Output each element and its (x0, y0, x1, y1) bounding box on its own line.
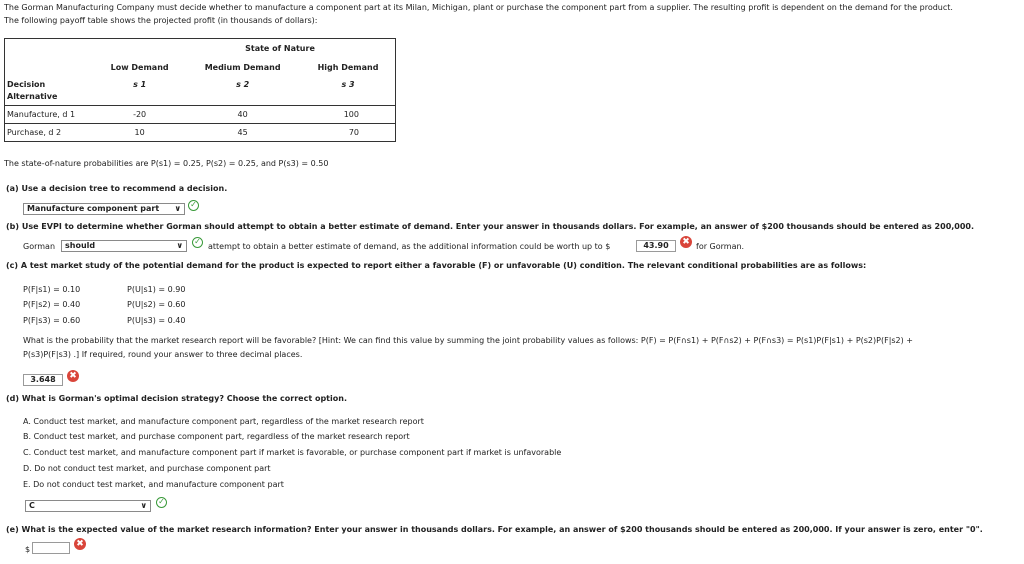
col-medium-demand: Medium Demand (204, 63, 281, 72)
part-c-question-line-2: P(s3)P(F|s3) .] If required, round your answer to three decimal places. (23, 350, 303, 359)
payoff-table (4, 38, 396, 142)
table-cell: 45 (237, 128, 248, 137)
row-purchase-label: Purchase, d 2 (7, 128, 62, 137)
prob-u-s3: P(U|s3) = 0.40 (127, 316, 186, 325)
part-a-selected: Manufacture component part (27, 204, 160, 213)
cross-icon: ✖ (680, 236, 692, 248)
gorman-label: Gorman (23, 242, 56, 251)
part-b-dropdown[interactable] (61, 240, 187, 252)
part-a-prompt: (a) Use a decision tree to recommend a decision. (6, 184, 228, 193)
part-a-dropdown[interactable] (23, 203, 185, 215)
check-icon: ✓ (192, 237, 203, 248)
decision-label: Decision (7, 80, 46, 89)
chevron-down-icon: ∨ (176, 241, 183, 250)
check-icon: ✓ (156, 497, 167, 508)
option-b: B. Conduct test market, and purchase component part, regardless of the market research report (23, 432, 410, 441)
part-b-mid-text: attempt to obtain a better estimate of demand, as the additional information could be worth up to $ (208, 242, 611, 251)
currency-symbol: $ (25, 545, 31, 554)
part-e-answer-input[interactable] (32, 542, 70, 554)
prob-f-s1: P(F|s1) = 0.10 (23, 285, 81, 294)
col-high-demand: High Demand (317, 63, 379, 72)
symbol-s2: s 2 (236, 80, 250, 89)
part-c-prompt: (c) A test market study of the potential demand for the product is expected to report either a favorable (F) or unfavorable (U) condition. The relevant conditional probabilities are as follows: (6, 261, 867, 270)
table-cell: -20 (133, 110, 147, 119)
chevron-down-icon: ∨ (140, 501, 147, 510)
part-e-prompt: (e) What is the expected value of the market research information? Enter your answer in thousands dollars. For example, an answer of $200 thousands should be entered as 200,000. If your answer is zero, enter "0". (6, 525, 983, 534)
cross-icon: ✖ (67, 370, 79, 382)
intro-line-1: The Gorman Manufacturing Company must decide whether to manufacture a component part at its Milan, Michigan, plant or purchase the component part from a supplier. The resulting profit is dependent on the demand for the product. (4, 3, 953, 12)
part-d-selected: C (29, 501, 35, 510)
table-cell: 70 (348, 128, 359, 137)
part-c-answer-input[interactable]: 3.648 (23, 374, 63, 386)
table-cell: 40 (237, 110, 248, 119)
part-b-selected: should (65, 241, 96, 250)
intro-line-2: The following payoff table shows the projected profit (in thousands of dollars): (4, 16, 318, 25)
option-d: D. Do not conduct test market, and purchase component part (23, 464, 271, 473)
part-d-prompt: (d) What is Gorman's optimal decision strategy? Choose the correct option. (6, 394, 347, 403)
prob-f-s2: P(F|s2) = 0.40 (23, 300, 81, 309)
part-b-prompt: (b) Use EVPI to determine whether Gorman should attempt to obtain a better estimate of demand. Enter your answer in thousands dollars. For example, an answer of $200 thousands should be entered as 200,000. (6, 222, 975, 231)
option-c: C. Conduct test market, and manufacture component part if market is favorable, or purchase component part if market is unfavorable (23, 448, 562, 457)
check-icon: ✓ (188, 200, 199, 211)
part-b-value-input[interactable]: 43.90 (636, 240, 676, 252)
cross-icon: ✖ (74, 538, 86, 550)
col-low-demand: Low Demand (110, 63, 169, 72)
state-probabilities: The state-of-nature probabilities are P(s1) = 0.25, P(s2) = 0.25, and P(s3) = 0.50 (4, 159, 329, 168)
prob-u-s2: P(U|s2) = 0.60 (127, 300, 186, 309)
alternative-label: Alternative (7, 91, 58, 101)
table-cell: 10 (134, 128, 145, 137)
option-e: E. Do not conduct test market, and manufacture component part (23, 480, 284, 489)
symbol-s1: s 1 (133, 80, 147, 89)
part-c-question-line-1: What is the probability that the market research report will be favorable? [Hint: We can find this value by summing the joint probability values as follows: P(F) = P(F∩s1) + P(F∩s2) + P(F∩s3) = P(s1)P(F|s1) + P(s2)P(F|s2) + (23, 336, 914, 345)
part-b-end-text: for Gorman. (696, 242, 745, 251)
symbol-s3: s 3 (341, 80, 355, 89)
chevron-down-icon: ∨ (174, 204, 181, 213)
state-of-nature-header: State of Nature (245, 43, 315, 53)
option-a: A. Conduct test market, and manufacture component part, regardless of the market research report (23, 417, 424, 426)
prob-u-s1: P(U|s1) = 0.90 (127, 285, 186, 294)
prob-f-s3: P(F|s3) = 0.60 (23, 316, 81, 325)
table-cell: 100 (343, 110, 359, 119)
part-d-dropdown[interactable] (25, 500, 151, 512)
row-manufacture-label: Manufacture, d 1 (7, 110, 76, 119)
